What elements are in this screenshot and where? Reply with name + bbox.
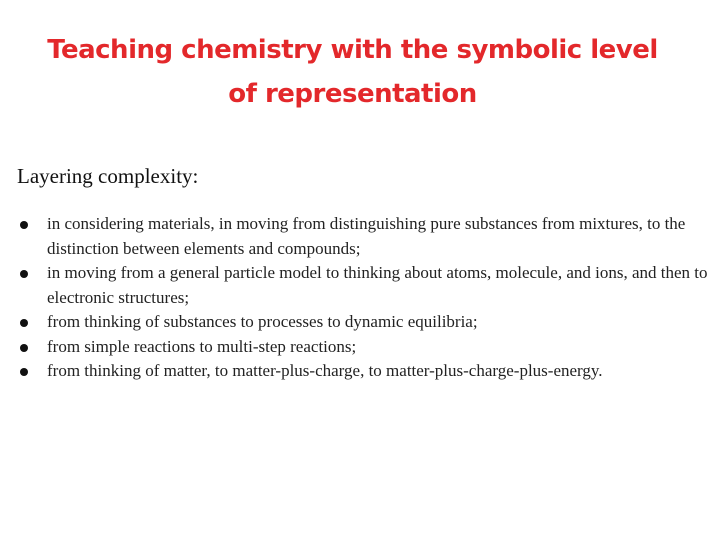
bullet-icon: [20, 270, 28, 278]
slide-title: [0, 28, 705, 116]
list-item: [18, 261, 713, 310]
list-item: [18, 359, 713, 384]
bullet-icon: [20, 344, 28, 352]
bullet-icon: [20, 368, 28, 376]
bullet-icon: [20, 319, 28, 327]
list-item-text: in moving from a general particle model to thinking about atoms, molecule, and ions, and then to electronic structures;: [47, 263, 708, 307]
list-item: [18, 335, 713, 360]
list-item-text: from simple reactions to multi-step reactions;: [47, 336, 357, 356]
title-line-1: Teaching chemistry with the symbolic level: [47, 35, 658, 65]
list-item: [18, 212, 713, 261]
bullet-icon: [20, 221, 28, 229]
bullet-list: [18, 212, 713, 384]
list-item: [18, 310, 713, 335]
list-item-text: from thinking of matter, to matter-plus-charge, to matter-plus-charge-plus-energy.: [47, 361, 603, 380]
title-line-2: of representation: [228, 79, 477, 109]
list-item-text: from thinking of substances to processes to dynamic equilibria;: [47, 312, 478, 331]
list-item-text: in considering materials, in moving from distinguishing pure substances from mixtures, to the distinction between elements and compounds;: [47, 214, 686, 258]
section-heading: Layering complexity:: [17, 164, 199, 188]
